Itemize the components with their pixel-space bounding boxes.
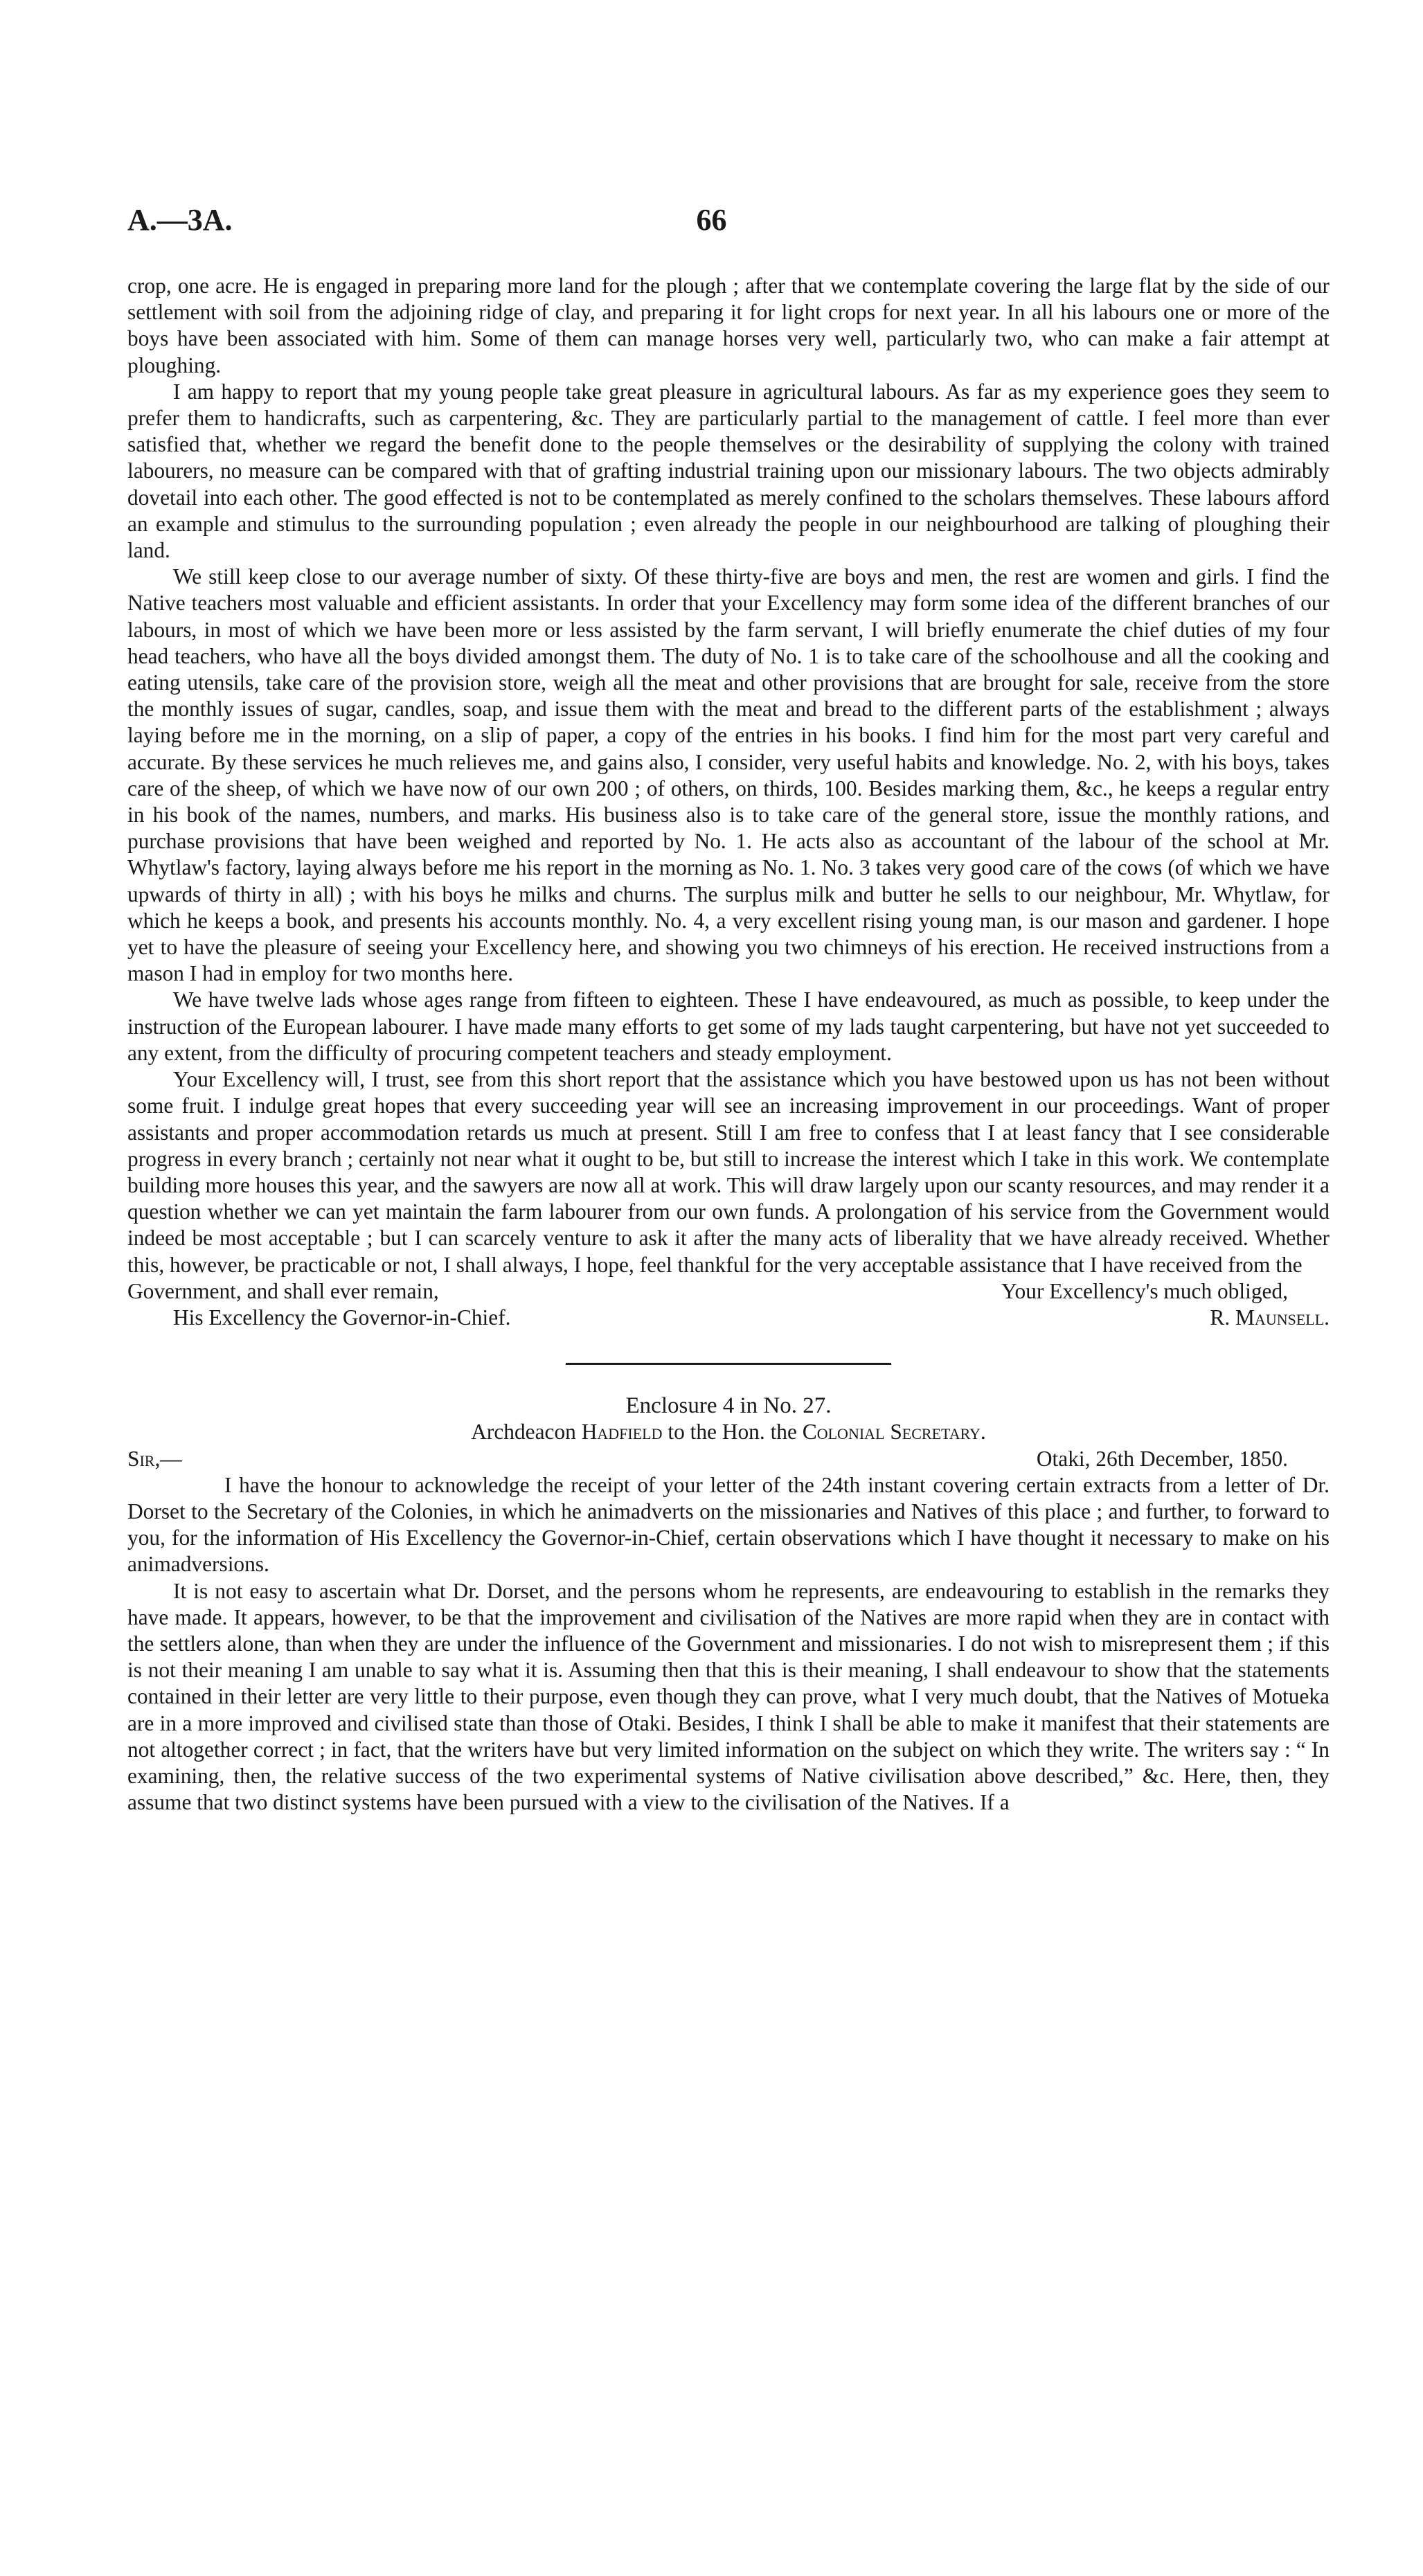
page-number: 66 — [696, 203, 727, 237]
paragraph: Your Excellency will, I trust, see from this short report that the assistance which you have bestowed upon us has not been without some fruit. I indulge great hopes that every succeeding year will see an increasing improvement in our proceedings. Want of proper assistants and proper accommodation retards us much at present. Still I am free to confess that I at least fancy that I see considerable progress in every branch ; certainly not near what it ought to be, but still to increase the interest which I take in this work. We contemplate building more houses this year, and the sawyers are now all at work. This will draw largely upon our scanty resources, and may render it a question whether we can yet maintain the farm labourer from our own funds. A prolongation of his service from the Government would indeed be most acceptable ; but I can scarcely venture to ask it after the many acts of liberality that we have already received. Whether this, however, be practicable or not, I shall always, I hope, feel thankful for the very acceptable assistance that I have received from the — [127, 1067, 1330, 1277]
enclosure-title: Enclosure 4 in No. 27. — [625, 1393, 832, 1419]
addressee-line — [127, 1305, 1330, 1331]
salutation: Sir,— — [127, 1446, 182, 1471]
closing-right: Your Excellency's much obliged, — [1001, 1278, 1288, 1303]
subtitle-name: Hadfield — [581, 1420, 663, 1444]
subtitle-mid: to the Hon. the — [668, 1420, 797, 1444]
section-divider — [566, 1363, 891, 1365]
page-body — [127, 273, 1330, 1816]
subtitle-office: Colonial Secretary. — [802, 1420, 986, 1444]
paragraph: I am happy to report that my young people take great pleasure in agricultural labours. As far as my experience goes they seem to prefer them to handicrafts, such as carpentering, &c. They are particularly partial to the management of cattle. I feel more than ever satisfied that, whether we regard the benefit done to the people themselves or the desirability of supplying the colony with trained labourers, no measure can be compared with that of grafting industrial training upon our missionary labours. The two objects admirably dovetail into each other. The good effected is not to be contemplated as merely confined to the scholars themselves. These labours afford an example and stimulus to the surrounding population ; even already the people in our neighbourhood are talking of ploughing their land. — [127, 379, 1330, 563]
letter-date: Otaki, 26th December, 1850. — [1036, 1446, 1288, 1471]
page-header — [127, 202, 1296, 251]
closing-left: Government, and shall ever remain, — [127, 1278, 439, 1303]
enclosure-subtitle — [127, 1419, 1330, 1445]
closing-line — [127, 1278, 1330, 1305]
salutation-line — [127, 1446, 1330, 1472]
paragraph: I have the honour to acknowledge the receipt of your letter of the 24th instant covering certain extracts from a letter of Dr. Dorset to the Secretary of the Colonies, in which he animadverts on the missionaries and Natives of this place ; and further, to forward to you, for the information of His Excellency the Governor-in-Chief, certain observations which I have thought it necessary to make on his animadversions. — [127, 1472, 1330, 1577]
addressee: His Excellency the Governor-in-Chief. — [173, 1305, 511, 1330]
paragraph: It is not easy to ascertain what Dr. Dorset, and the persons whom he represents, are endeavouring to establish in the remarks they have made. It appears, however, to be that the improvement and civilisation of the Natives are more rapid when they are in contact with the settlers alone, than when they are under the influence of the Government and missionaries. I do not wish to misrepresent them ; if this is not their meaning I am unable to say what it is. Assuming then that this is their meaning, I shall endeavour to show that the statements contained in their letter are very little to their purpose, even though they can prove, what I very much doubt, that the Natives of Motueka are in a more improved and civilised state than those of Otaki. Besides, I think I shall be able to make it manifest that their statements are not altogether correct ; in fact, that the writers have but very limited information on the subject on which they write. The writers say : “ In examining, then, the relative success of the two experimental systems of Native civilisation above described,” &c. Here, then, they assume that two distinct systems have been pursued with a view to the civilisation of the Natives. If a — [127, 1578, 1330, 1815]
document-reference: A.—3A. — [127, 203, 233, 237]
signature: R. Maunsell. — [1210, 1305, 1330, 1330]
subtitle-prefix: Archdeacon — [471, 1420, 576, 1444]
paragraph: crop, one acre. He is engaged in preparing more land for the plough ; after that we contemplate covering the large flat by the side of our settlement with soil from the adjoining ridge of clay, and preparing it for light crops for next year. In all his labours one or more of the boys have been associated with him. Some of them can manage horses very well, particularly two, who can make a fair attempt at ploughing. — [127, 274, 1330, 377]
paragraph: We still keep close to our average number of sixty. Of these thirty-five are boys and men, the rest are women and girls. I find the Native teachers most valuable and efficient assistants. In order that your Excellency may form some idea of the different branches of our labours, in most of which we have been more or less assisted by the farm servant, I will briefly enumerate the chief duties of my four head teachers, who have all the boys divided amongst them. The duty of No. 1 is to take care of the schoolhouse and all the cooking and eating utensils, take care of the provision store, weigh all the meat and other provisions that are brought for sale, receive from the store the monthly issues of sugar, candles, soap, and issue them with the meat and bread to the different parts of the establishment ; always laying before me in the morning, on a slip of paper, a copy of the entries in his books. I find him for the most part very careful and accurate. By these services he much relieves me, and gains also, I consider, very useful habits and knowledge. No. 2, with his boys, takes care of the sheep, of which we have now of our own 200 ; of others, on thirds, 100. Besides marking them, &c., he keeps a regular entry in his book of the names, numbers, and marks. His business also is to take care of the general store, issue the monthly rations, and purchase provisions that have been weighed and reported by No. 1. He acts also as accountant of the labour of the school at Mr. Whytlaw's factory, laying always before me his report in the morning as No. 1. No. 3 takes very good care of the cows (of which we have upwards of thirty in all) ; with his boys he milks and churns. The surplus milk and butter he sells to our neighbour, Mr. Whytlaw, for which he keeps a book, and presents his accounts monthly. No. 4, a very excellent rising young man, is our mason and gardener. I hope yet to have the pleasure of seeing your Excellency here, and showing you two chimneys of his erection. He received instructions from a mason I had in employ for two months here. — [127, 564, 1330, 986]
paragraph: We have twelve lads whose ages range from fifteen to eighteen. These I have endeavoured, as much as possible, to keep under the instruction of the European labourer. I have made many efforts to get some of my lads taught carpentering, but have not yet succeeded to any extent, from the difficulty of procuring competent teachers and steady employment. — [127, 987, 1330, 1065]
